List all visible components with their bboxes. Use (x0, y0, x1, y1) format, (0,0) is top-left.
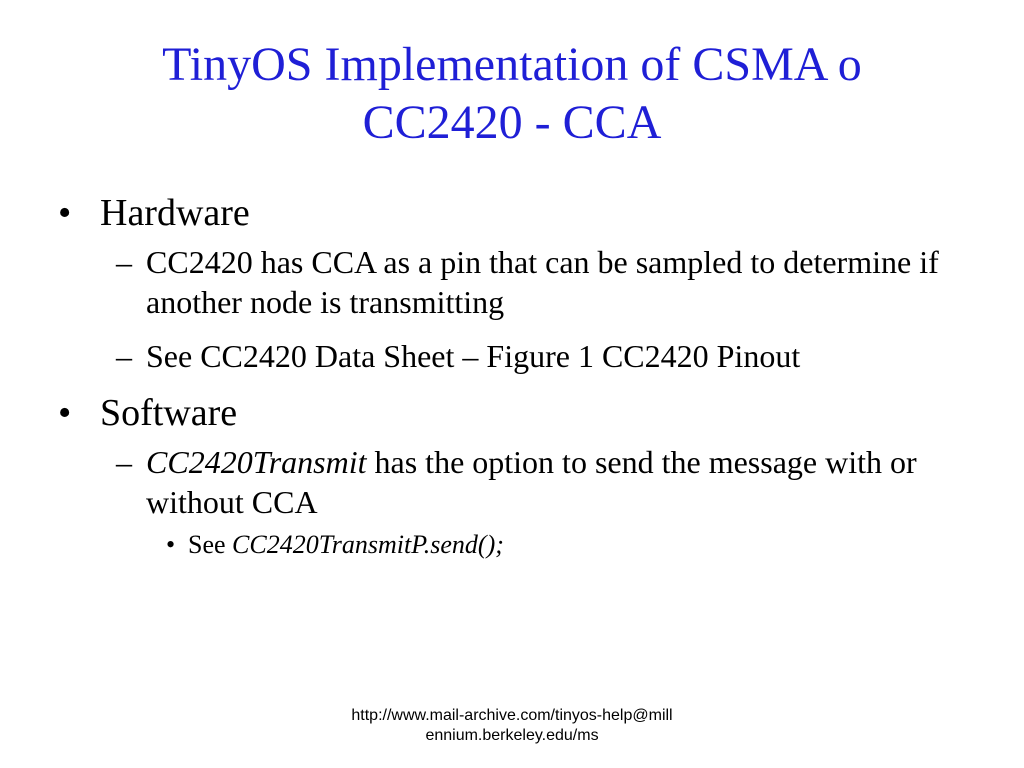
bullet-marker: • (58, 392, 72, 434)
sub-bullet-transmit (58, 442, 998, 562)
sub-bullet-cca-pin (58, 242, 998, 322)
dash-marker: – (116, 244, 132, 280)
sub-bullet-text: has the option to send the message with or without CCA (146, 444, 917, 520)
slide-title (40, 36, 984, 152)
bullet-hardware (58, 190, 998, 376)
italic-term: CC2420Transmit (146, 444, 367, 480)
italic-function: CC2420TransmitP.send(); (232, 530, 504, 559)
sub-bullet-text: CC2420 has CCA as a pin that can be sampled to determine if another node is transmitting (146, 244, 939, 320)
dash-marker: – (116, 338, 132, 374)
bullet-text: Software (100, 392, 238, 434)
bullet-marker: • (58, 192, 72, 234)
bullet-list (58, 190, 998, 576)
slide-title-line-2: CC2420 - CCA (362, 96, 662, 149)
bullet-text: Hardware (100, 192, 250, 234)
dash-marker: – (116, 444, 132, 480)
small-bullet-marker: • (166, 530, 176, 559)
slide-title-line-1: TinyOS Implementation of CSMA o (162, 38, 862, 91)
sub-bullet-data-sheet (58, 336, 998, 376)
sub-bullet-list (100, 242, 998, 376)
sub-bullet-list (100, 442, 998, 562)
see-prefix: See (188, 530, 233, 559)
footer-url: http://www.mail-archive.com/tinyos-help@millennium.berkeley.edu/ms (351, 707, 673, 744)
sub-sub-bullet-see-send (146, 528, 998, 562)
sub-bullet-text: See CC2420 Data Sheet – Figure 1 CC2420 Pinout (146, 338, 801, 374)
sub-sub-bullet-list (146, 528, 998, 562)
bullet-software (58, 390, 998, 562)
